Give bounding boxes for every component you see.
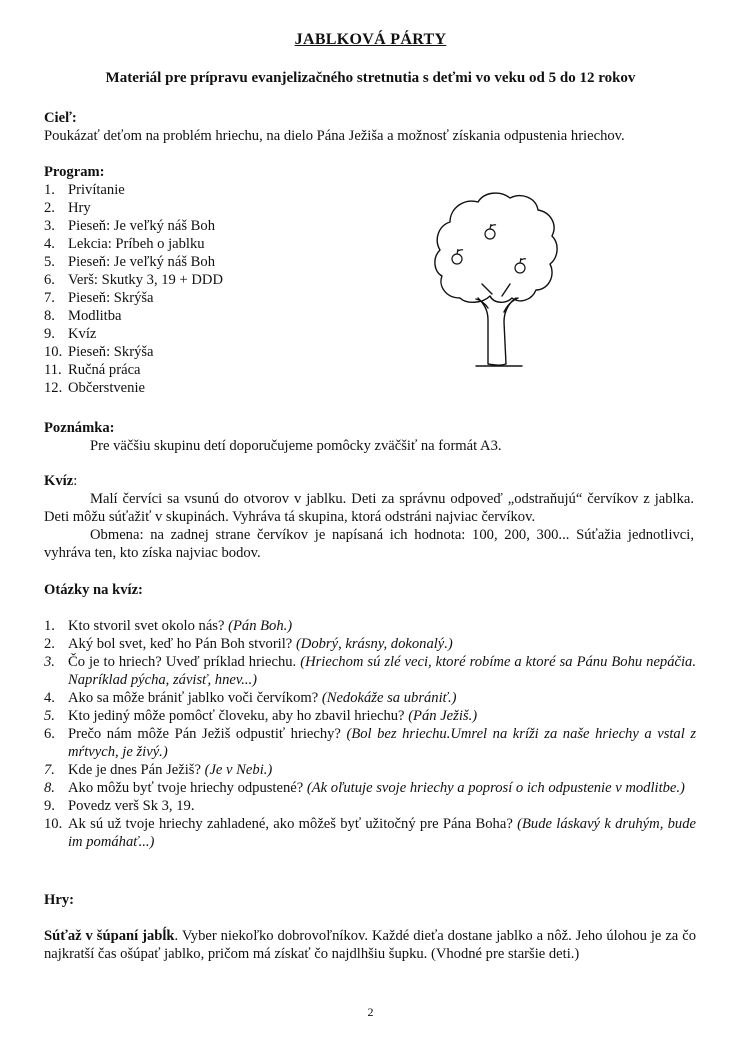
apple-icon <box>452 249 463 264</box>
list-item: 4. Lekcia: Príbeh o jablku <box>44 236 205 252</box>
list-item: 11. Ručná práca <box>44 362 141 378</box>
goal-text: Poukázať deťom na problém hriechu, na dielo Pána Ježiša a možnosť získania odpustenia hriechov. <box>44 128 625 144</box>
quiz-heading: Kvíz <box>44 473 74 489</box>
list-item: 1. Privítanie <box>44 182 125 198</box>
list-item: 7. Pieseň: Skrýša <box>44 290 154 306</box>
tree-trunk <box>476 298 518 365</box>
quiz-section <box>44 472 694 562</box>
note-text: Pre väčšiu skupinu detí doporučujeme pomôcky zväčšiť na formát A3. <box>90 438 502 454</box>
note-section <box>44 419 694 455</box>
goal-section <box>44 109 694 145</box>
apple-icon <box>515 258 526 273</box>
page-number: 2 <box>367 1005 374 1019</box>
apple-tree-illustration <box>432 186 562 376</box>
list-item: 9. Kvíz <box>44 326 97 342</box>
list-item: 2. Aký bol svet, keď ho Pán Boh stvoril? (Dobrý, krásny, dokonalý.) <box>44 636 453 652</box>
quiz-heading-line: Kvíz: <box>44 473 78 489</box>
list-item: 8. Ako môžu byť tvoje hriechy odpustené? (Ak oľutuje svoje hriechy a poprosí o ich odpustenie v modlitbe.) <box>44 780 685 796</box>
list-item: 1. Kto stvoril svet okolo nás? (Pán Boh.) <box>44 618 293 634</box>
questions-heading: Otázky na kvíz: <box>44 582 143 598</box>
page-title: JABLKOVÁ PÁRTY <box>294 31 447 48</box>
quiz-paragraph-1: Malí červíci sa vsunú do otvorov v jablku. Deti za správnu odpoveď „odstraňujú“ červíkov z jablka. Deti môžu súťažiť v skupinách. Vyhráva tá skupina, ktorá odstráni najviac červíkov. <box>44 491 694 525</box>
list-item: 9. Povedz verš Sk 3, 19. <box>44 798 195 814</box>
list-item: 2. Hry <box>44 200 91 216</box>
list-item: 10. Ak sú už tvoje hriechy zahladené, ako môžeš byť užitočný pre Pána Boha? (Bude láskavý k druhým, bude im pomáhať...) <box>44 816 697 850</box>
quiz-questions-section <box>44 581 696 851</box>
list-item: 3. Čo je to hriech? Uveď príklad hriechu. (Hriechom sú zlé veci, ktoré robíme a ktoré sa Pánu Bohu nepáčia. Napríklad pýcha, závisť, hnev...) <box>44 654 696 688</box>
list-item: 6. Prečo nám môže Pán Ježiš odpustiť hriechy? (Bol bez hriechu.Umrel na kríži za naše hriechy a vstal z mŕtvych, je živý.) <box>44 726 696 760</box>
list-item: 3. Pieseň: Je veľký náš Boh <box>44 218 215 234</box>
goal-heading: Cieľ: <box>44 110 77 126</box>
list-item: 4. Ako sa môže brániť jablko voči červíkom? (Nedokáže sa ubrániť.) <box>44 690 457 706</box>
games-lead: Súťaž v šúpaní jabĺk <box>44 928 175 944</box>
games-heading: Hry: <box>44 892 74 908</box>
list-item: 10. Pieseň: Skrýša <box>44 344 154 360</box>
program-heading: Program: <box>44 164 105 180</box>
list-item: 7. Kde je dnes Pán Ježiš? (Je v Nebi.) <box>44 762 273 778</box>
list-item: 6. Verš: Skutky 3, 19 + DDD <box>44 272 223 288</box>
list-item: 5. Pieseň: Je veľký náš Boh <box>44 254 215 270</box>
note-heading: Poznámka: <box>44 420 115 436</box>
list-item: 12. Občerstvenie <box>44 380 145 396</box>
games-text: Súťaž v šúpaní jabĺk. Vyber niekoľko dobrovoľníkov. Každé dieťa dostane jablko a nôž. Jeho úlohou je za čo najkratší čas ošúpať jablko, pričom má získať čo najdlhšiu šupku. (Vhodné pre staršie deti.) <box>44 928 696 962</box>
page-subtitle: Materiál pre prípravu evanjelizačného stretnutia s deťmi vo veku od 5 do 12 rokov <box>105 70 636 86</box>
quiz-paragraph-2: Obmena: na zadnej strane červíkov je napísaná ich hodnota: 100, 200, 300... Súťažia jednotlivci, vyhráva ten, kto získa najviac bodov. <box>44 527 694 561</box>
program-section <box>44 163 404 397</box>
apple-icon <box>485 224 496 239</box>
list-item: 5. Kto jediný môže pomôcť človeku, aby ho zbavil hriechu? (Pán Ježiš.) <box>44 708 478 724</box>
games-section <box>44 891 696 963</box>
list-item: 8. Modlitba <box>44 308 122 324</box>
tree-crown <box>435 193 557 302</box>
questions-list <box>44 617 696 851</box>
program-list <box>44 181 404 397</box>
